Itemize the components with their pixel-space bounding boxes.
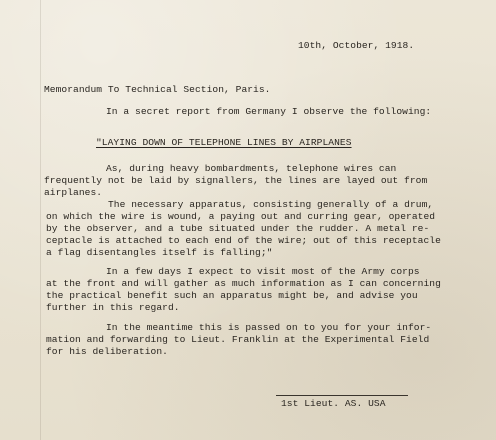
paragraph-2-line-4: ceptacle is attached to each end of the wire; out of this receptacle (46, 235, 441, 246)
paragraph-3-line-1: In a few days I expect to visit most of the Army corps (106, 266, 420, 277)
paragraph-2-line-2: on which the wire is wound, a paying out and curring gear, operated (46, 211, 436, 222)
report-heading: "LAYING DOWN OF TELEPHONE LINES BY AIRPLANES (96, 137, 352, 148)
paragraph-2-line-1: The necessary apparatus, consisting generally of a drum, (108, 199, 434, 210)
paragraph-3-line-4: further in this regard. (46, 302, 180, 313)
paragraph-2-line-5: a flag disentangles itself is falling;" (46, 247, 273, 258)
paragraph-1-line-1: As, during heavy bombardments, telephone wires can (106, 163, 397, 174)
paragraph-3-line-2: at the front and will gather as much information as I can concerning (46, 278, 441, 289)
paragraph-4-line-3: for his deliberation. (46, 346, 168, 357)
memo-intro: In a secret report from Germany I observe the following: (106, 106, 432, 117)
paragraph-2-line-3: by the observer, and a tube situated under the rudder. A metal re- (46, 223, 430, 234)
paragraph-3-line-3: the practical benefit such an apparatus might be, and advise you (46, 290, 418, 301)
signature-rule (276, 395, 408, 396)
memo-addressee: Memorandum To Technical Section, Paris. (44, 84, 271, 95)
paragraph-4-line-2: mation and forwarding to Lieut. Franklin at the Experimental Field (46, 334, 430, 345)
memo-date: 10th, October, 1918. (298, 40, 415, 51)
paragraph-4-line-1: In the meantime this is passed on to you for your infor- (106, 322, 432, 333)
signature-line: 1st Lieut. AS. USA (281, 398, 386, 409)
paper-fold-mark (40, 0, 41, 440)
paragraph-1-line-3: airplanes. (44, 187, 103, 198)
paragraph-1-line-2: frequently not be laid by signallers, the lines are layed out from (44, 175, 428, 186)
